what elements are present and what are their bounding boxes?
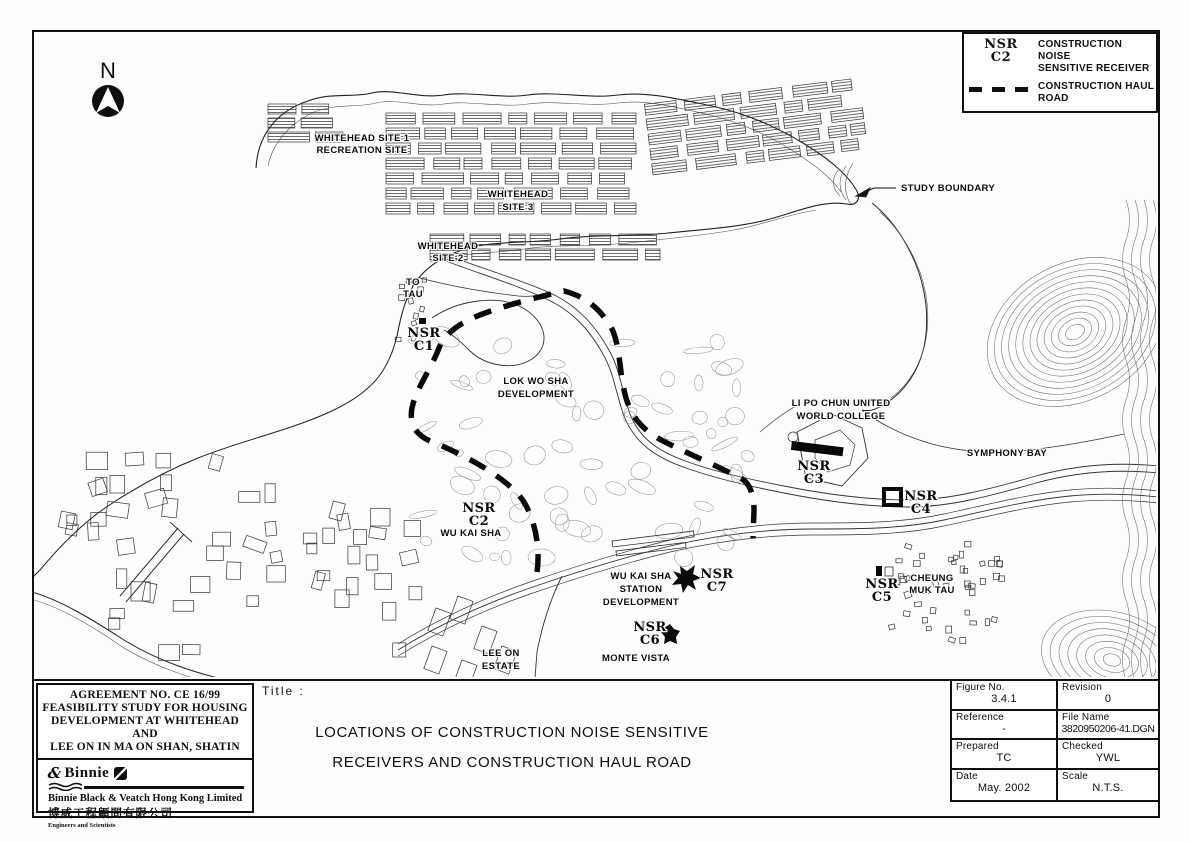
map-label-symphony-bay: SYMPHONY BAY <box>966 448 1048 459</box>
nsr-c6-label: NSR C6 <box>633 620 667 648</box>
agreement-line1: AGREEMENT NO. CE 16/99 <box>69 689 221 701</box>
legend-receiver-line2: SENSITIVE RECEIVER <box>1038 63 1150 74</box>
nsr-c3-label: NSR C3 <box>797 459 831 487</box>
scale-cell <box>1058 770 1158 802</box>
legend-box <box>962 32 1158 113</box>
north-label: N <box>100 58 116 83</box>
map-label-monte-vista: MONTE VISTA <box>601 653 671 664</box>
file-name-label: File Name <box>1062 712 1110 723</box>
nsr-symbol-line1: NSR <box>984 37 1018 52</box>
nsr-c5-label: NSR C5 <box>865 577 899 605</box>
company-logo <box>38 760 252 782</box>
scale-value: N.T.S. <box>1092 782 1124 794</box>
file-name-value: 3820950206-41.DGN <box>1061 723 1155 735</box>
map-label-li-po-chun: LI PO CHUN UNITED WORLD COLLEGE <box>791 398 891 422</box>
map-label-wu-kai-sha: WU KAI SHA <box>440 528 502 539</box>
nsr-c1-label: NSR C1 <box>407 326 441 354</box>
map-label-to-tau: TO TAU <box>403 277 423 300</box>
map-label-lok-wo-sha: LOK WO SHA DEVELOPMENT <box>497 376 575 400</box>
nsr-c4-label: NSR C4 <box>904 489 938 517</box>
file-name-cell <box>1058 711 1158 740</box>
revision-value: 0 <box>1104 693 1112 705</box>
agreement-line4: LEE ON IN MA ON SHAN, SHATIN <box>50 741 240 753</box>
legend-row-haul-road <box>964 80 1156 105</box>
figure-info-table <box>950 681 1158 802</box>
date-label: Date <box>956 771 978 782</box>
legend-haul-line2: ROAD <box>1038 93 1069 104</box>
legend-receiver-line1: CONSTRUCTION NOISE <box>1038 39 1123 62</box>
map-label-whitehead-site-3: WHITEHEAD SITE 3 <box>487 189 549 213</box>
nsr-symbol-line2: C2 <box>990 50 1012 65</box>
agreement-text <box>38 685 252 754</box>
prepared-cell <box>952 740 1058 770</box>
logo-bar <box>84 786 244 789</box>
title-field-label: Title : <box>262 684 305 698</box>
legend-row-receiver <box>964 38 1156 75</box>
map-label-whitehead-site-2: WHITEHEAD SITE 2 <box>417 241 479 264</box>
checked-label: Checked <box>1062 741 1103 752</box>
revision-cell <box>1058 681 1158 711</box>
map-label-study-boundary: STUDY BOUNDARY <box>901 183 996 194</box>
agreement-line2: FEASIBILITY STUDY FOR HOUSING <box>42 702 248 714</box>
haul-road-symbol <box>964 80 1038 92</box>
company-tagline: Engineers and Scientists <box>48 822 116 829</box>
prepared-value: TC <box>996 752 1012 764</box>
checked-cell <box>1058 740 1158 770</box>
prepared-label: Prepared <box>956 741 999 752</box>
legend-haul-line1: CONSTRUCTION HAUL <box>1038 81 1155 92</box>
figure-no-value: 3.4.1 <box>991 693 1017 705</box>
drawing-title-line1: LOCATIONS OF CONSTRUCTION NOISE SENSITIVE <box>315 724 709 741</box>
binnie-logo-icon <box>114 767 127 780</box>
map-label-lee-on-estate: LEE ON ESTATE <box>481 648 521 672</box>
figure-no-label: Figure No. <box>956 682 1005 693</box>
legend-receiver-label <box>1038 38 1156 75</box>
logo-waves-icon <box>48 782 82 791</box>
logo-rule-row <box>38 782 252 791</box>
checked-value: YWL <box>1095 752 1121 764</box>
revision-label: Revision <box>1062 682 1102 693</box>
legend-haul-road-label <box>1038 80 1154 105</box>
drawing-title-line2: RECEIVERS AND CONSTRUCTION HAUL ROAD <box>332 754 692 771</box>
company-name-chinese: 博威工程顧問有限公司 <box>48 808 173 820</box>
date-cell <box>952 770 1058 802</box>
nsr-c2-label: NSR C2 <box>462 501 496 529</box>
nsr-symbol <box>964 38 1038 64</box>
dashed-line-icon <box>969 87 1031 92</box>
figure-no-cell <box>952 681 1058 711</box>
reference-value: - <box>1002 723 1006 735</box>
reference-cell <box>952 711 1058 740</box>
agreement-line3: DEVELOPMENT AT WHITEHEAD AND <box>51 715 239 740</box>
north-arrow <box>86 52 132 122</box>
map-label-cheung-muk-tau: CHEUNG MUK TAU <box>909 573 955 596</box>
reference-label: Reference <box>956 712 1004 723</box>
date-value: May. 2002 <box>977 782 1031 794</box>
logo-ampersand: & <box>46 764 63 782</box>
nsr-c7-label: NSR C7 <box>700 567 734 595</box>
agreement-box <box>36 683 254 829</box>
map-label-whitehead-site-1: WHITEHEAD SITE 1 RECREATION SITE <box>314 133 410 156</box>
map-label-wu-kai-sha-station: WU KAI SHA STATION DEVELOPMENT <box>602 571 680 608</box>
scale-label: Scale <box>1062 771 1089 782</box>
company-name: Binnie Black & Veatch Hong Kong Limited <box>48 793 243 804</box>
logo-wordmark: Binnie <box>64 764 110 781</box>
